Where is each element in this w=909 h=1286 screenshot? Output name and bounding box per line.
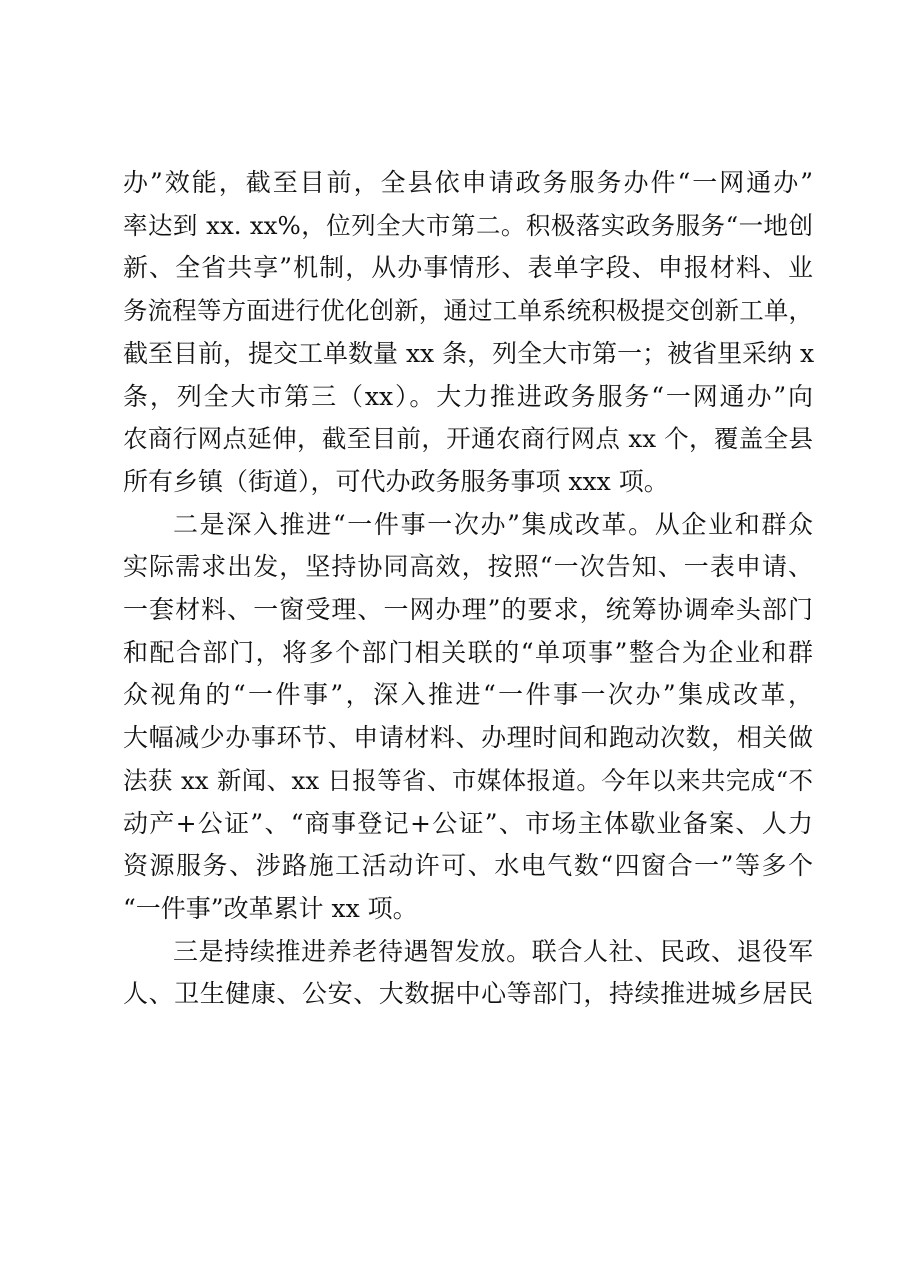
- text-line: 人、卫生健康、公安、大数据中心等部门，持续推进城乡居民: [123, 979, 813, 1009]
- text-line: 动产+公证”、“商事登记+公证”、市场主体歇业备案、人力: [123, 808, 813, 838]
- text-line: 法获 xx 新闻、xx 日报等省、市媒体报道。今年以来共完成“不: [123, 765, 813, 795]
- text-line: 资源服务、涉路施工活动许可、水电气数“四窗合一”等多个: [123, 851, 813, 881]
- text-line: 实际需求出发，坚持协同高效，按照“一次告知、一表申请、: [123, 552, 813, 582]
- text-line: 截至目前，提交工单数量 xx 条，列全大市第一；被省里采纳 x: [123, 338, 815, 368]
- text-line: 三是持续推进养老待遇智发放。联合人社、民政、退役军: [173, 936, 813, 966]
- text-line: “一件事”改革累计 xx 项。: [123, 893, 418, 923]
- text-line: 条，列全大市第三（xx）。大力推进政务服务“一网通办”向: [123, 381, 813, 411]
- text-line: 众视角的“一件事”，深入推进“一件事一次办”集成改革，: [123, 680, 813, 710]
- text-line: 农商行网点延伸，截至目前，开通农商行网点 xx 个，覆盖全县: [123, 424, 813, 454]
- paragraph-2: [123, 504, 813, 931]
- text-line: 务流程等方面进行优化创新，通过工单系统积极提交创新工单，: [123, 296, 813, 326]
- text-line: 率达到 xx. xx%，位列全大市第二。积极落实政务服务“一地创: [123, 210, 813, 240]
- document-body: [123, 162, 813, 1016]
- text-line: 和配合部门，将多个部门相关联的“单项事”整合为企业和群: [123, 637, 813, 667]
- text-line: 办”效能，截至目前，全县依申请政务服务办件“一网通办”: [123, 168, 813, 197]
- text-line: 新、全省共享”机制，从办事情形、表单字段、申报材料、业: [123, 253, 813, 283]
- text-line: 二是深入推进“一件事一次办”集成改革。从企业和群众: [173, 509, 813, 539]
- paragraph-3: [123, 931, 813, 1016]
- text-line: 大幅减少办事环节、申请材料、办理时间和跑动次数，相关做: [123, 723, 813, 753]
- text-line: 一套材料、一窗受理、一网办理”的要求，统筹协调牵头部门: [123, 595, 813, 625]
- paragraph-1: [123, 162, 813, 504]
- text-line: 所有乡镇（街道），可代办政务服务事项 xxx 项。: [123, 466, 669, 496]
